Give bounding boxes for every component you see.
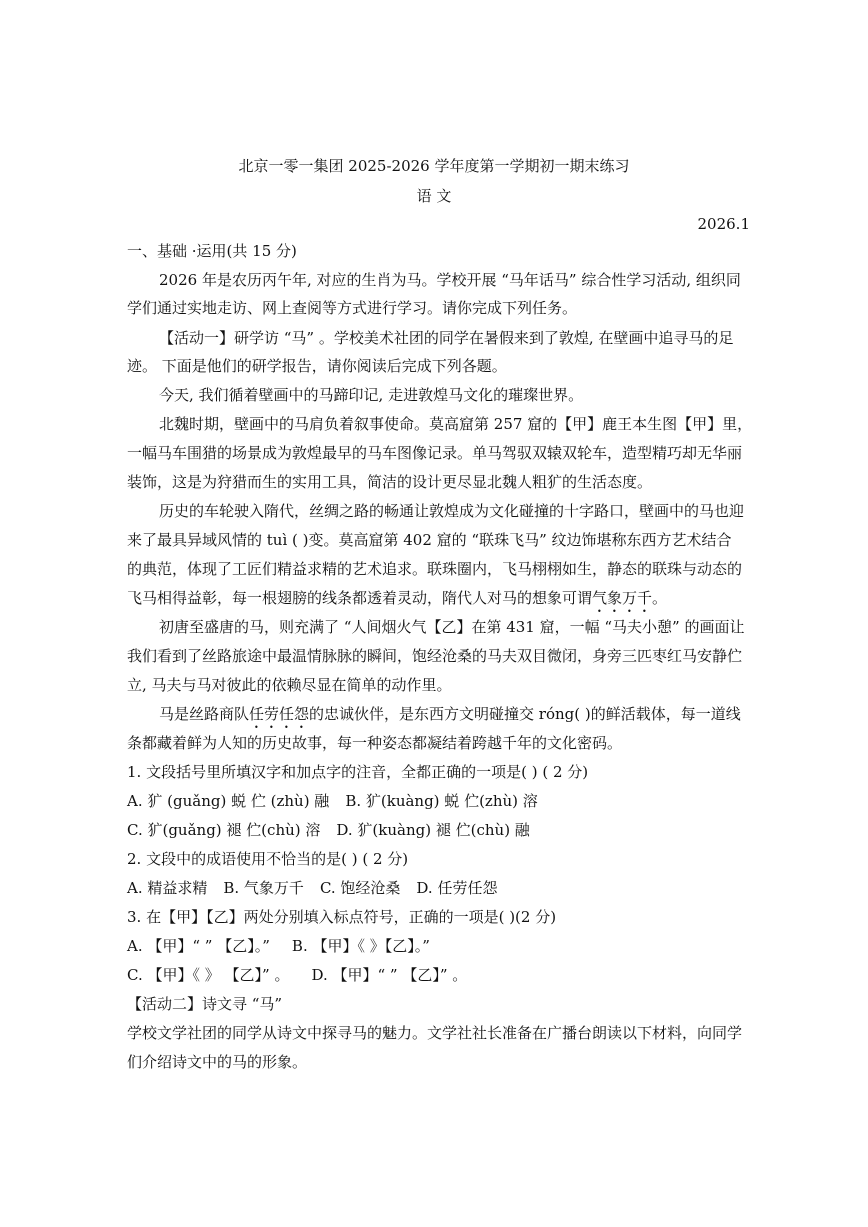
paragraph-5-text-cont: 的忠诚伙伴，是东西方文明碰撞交 róng( )的鲜活载体，每一道线 <box>309 705 741 723</box>
question-1-option-c: C. 犷(guǎng) 褪 伫(chù) 溶 <box>127 821 321 839</box>
activity2-heading: 【活动二】诗文寻 “马” <box>127 995 283 1013</box>
dotted-idiom: 任劳任怨 <box>249 705 310 723</box>
question-2: 2. 文段中的成语使用不恰当的是( ) ( 2 分) <box>127 850 409 868</box>
activity2-line-2: 们介绍诗文中的马的形象。 <box>127 1053 308 1071</box>
exam-date: 2026.1 <box>697 215 750 233</box>
paragraph-5-line-2: 条都藏着鲜为人知的历史故事，每一种姿态都凝结着跨越千年的文化密码。 <box>127 734 623 752</box>
paragraph-4-line-3: 立, 马夫与马对彼此的依赖尽显在简单的动作里。 <box>127 676 452 694</box>
question-3-option-c: C. 【甲】《 》 【乙】” 。 <box>127 966 290 984</box>
subject-title: 语 文 <box>416 187 452 205</box>
question-3-option-b: B. 【甲】《 》【乙】。” <box>291 937 430 955</box>
paragraph-4-line-2: 我们看到了丝路旅途中最温情脉脉的瞬间，饱经沧桑的马夫双目微闭，身旁三匹枣红马安静伫 <box>127 647 743 665</box>
paragraph-5-line-1 <box>159 703 741 732</box>
intro-line-2: 学们通过实地走访、网上查阅等方式进行学习。请你完成下列任务。 <box>127 299 578 317</box>
question-1: 1. 文段括号里所填汉字和加点字的注音，全都正确的一项是( ) ( 2 分) <box>127 763 589 781</box>
section-heading: 一、基础 ·运用(共 15 分) <box>127 242 297 260</box>
paragraph-3-line-2: 来了最具异域风情的 tuì ( )变。莫高窟第 402 窟的 “联珠飞马” 纹边饰堪称东西方艺术结合 <box>127 531 732 549</box>
question-2-option-b: B. 气象万千 <box>223 879 304 897</box>
question-3-options-cd <box>127 964 483 986</box>
dotted-idiom: 气象万千 <box>592 589 653 607</box>
paragraph-3-line-3: 的典范，体现了工匠们精益求精的艺术追求。联珠圈内，飞马栩栩如生，静态的联珠与动态的 <box>127 560 743 578</box>
question-3-option-d: D. 【甲】“ ” 【乙】” 。 <box>311 966 468 984</box>
paragraph-2-line-1: 北魏时期，壁画中的马肩负着叙事使命。莫高窟第 257 窟的【甲】鹿王本生图【甲】里， <box>159 415 753 433</box>
question-2-option-d: D. 任劳任怨 <box>416 879 498 897</box>
paragraph-3-text: 飞马相得益彰，每一根翅膀的线条都透着灵动，隋代人对马的想象可谓 <box>127 589 593 607</box>
paragraph-1: 今天, 我们循着壁画中的马蹄印记, 走进敦煌马文化的璀璨世界。 <box>159 386 584 404</box>
activity2-line-1: 学校文学社团的同学从诗文中探寻马的魅力。文学社社长准备在广播台朗读以下材料，向同学 <box>127 1024 743 1042</box>
question-1-option-d: D. 犷(kuàng) 褪 伫(chù) 融 <box>336 821 530 839</box>
paragraph-3-end: 。 <box>652 589 668 607</box>
activity1-line-1: 【活动一】研学访 “马” 。学校美术社团的同学在暑假来到了敦煌, 在壁画中追寻马的足 <box>159 329 734 347</box>
exam-title: 北京一零一集团 2025-2026 学年度第一学期初一期末练习 <box>238 157 630 175</box>
question-1-option-b: B. 犷(kuàng) 蜕 伫(zhù) 溶 <box>345 792 538 810</box>
question-1-options-cd <box>127 819 546 841</box>
question-1-options-ab <box>127 790 554 812</box>
paragraph-3-line-4 <box>127 587 667 616</box>
paragraph-3-line-1: 历史的车轮驶入隋代，丝绸之路的畅通让敦煌成为文化碰撞的十字路口，壁画中的马也迎 <box>159 502 745 520</box>
question-2-option-a: A. 精益求精 <box>127 879 208 897</box>
paragraph-2-line-3: 装饰，这是为狩猎而生的实用工具，简洁的设计更尽显北魏人粗犷的生活态度。 <box>127 473 653 491</box>
question-2-option-c: C. 饱经沧桑 <box>319 879 401 897</box>
question-3-options-ab <box>127 935 446 957</box>
question-3: 3. 在【甲】【乙】两处分别填入标点符号，正确的一项是( )(2 分) <box>127 908 557 926</box>
activity1-line-2: 迹。 下面是他们的研学报告，请你阅读后完成下列各题。 <box>127 357 507 375</box>
paragraph-2-line-2: 一幅马车围猎的场景成为敦煌最早的马车图像记录。单马驾驭双辕双轮车，造型精巧却无华丽 <box>127 444 743 462</box>
paragraph-5-text: 马是丝路商队 <box>159 705 250 723</box>
question-3-option-a: A. 【甲】“ ” 【乙】。” <box>127 937 270 955</box>
paragraph-4-line-1: 初唐至盛唐的马，则充满了 “人间烟火气【乙】在第 431 窟，一幅 “马夫小憩” 的画面让 <box>159 618 745 636</box>
intro-line-1: 2026 年是农历丙午年, 对应的生肖为马。学校开展 “马年话马” 综合性学习活动, 组织同 <box>159 271 741 289</box>
question-2-options <box>127 877 513 899</box>
question-1-option-a: A. 犷 (guǎng) 蜕 伫 (zhù) 融 <box>127 792 330 810</box>
